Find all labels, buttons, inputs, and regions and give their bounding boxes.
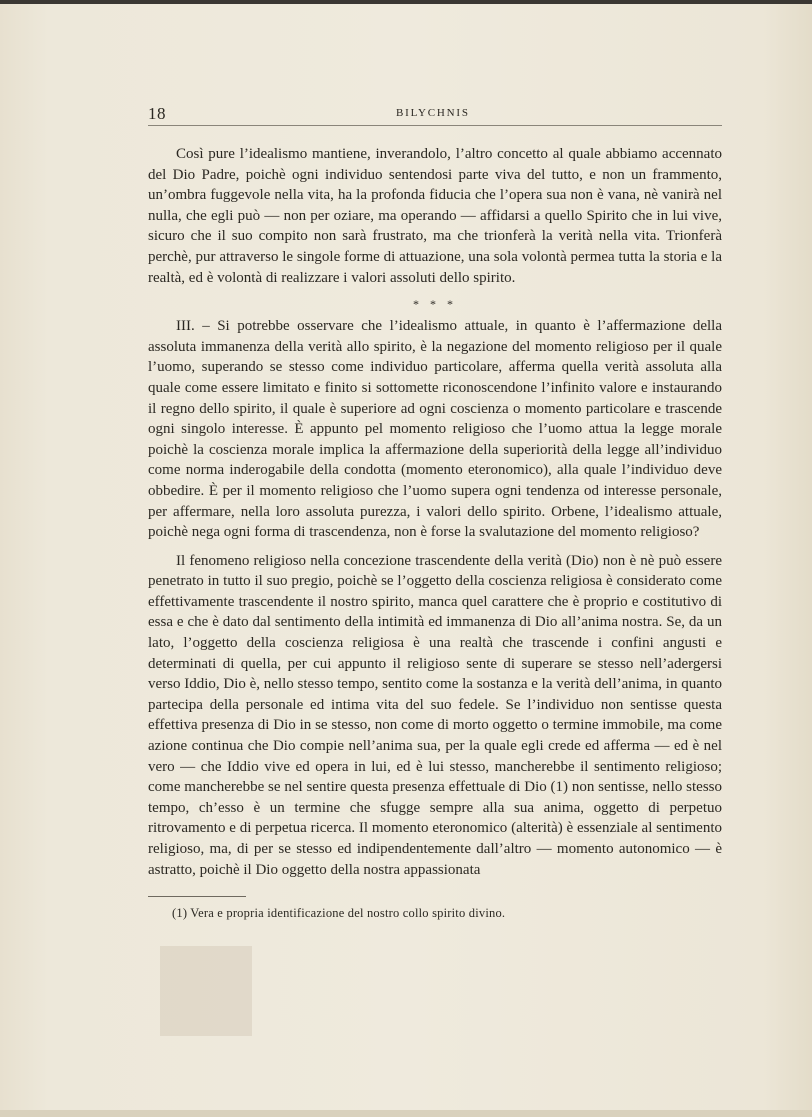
- page-top-edge: [0, 0, 812, 4]
- paragraph: Così pure l’idealismo mantiene, inverandolo, l’altro concetto al quale abbiamo accennato del Dio Padre, poichè ogni individuo sentendosi parte viva del tutto, e non un frammento, un’ombra fuggevole nella vita, ha la profonda fiducia che l’opera sua non è vana, nè vanirà nel nulla, che egli può — non per oziare, ma operando — affidarsi a quello Spirito che in lui vive, sicuro che il suo compito non sarà frustrato, ma che trionferà la verità nella vita. Trionferà perchè, pur attraverso le singole forme di attuazione, una sola volontà permea tutta la storia e la realtà, ed è volontà di realizzare i valori assoluti dello spirito.: [148, 146, 722, 286]
- page-number: 18: [148, 104, 166, 123]
- paragraph: Il fenomeno religioso nella concezione trascendente della verità (Dio) non è nè può essere penetrato in tutto il suo pregio, poichè se l’oggetto della coscienza religiosa è considerato come effettivamente trascendente il nostro spirito, manca quel carattere che è proprio e costitutivo di essa e che è dato dal sentimento della intimità ed immanenza di Dio all’anima nostra. Se, da un lato, l’oggetto della coscienza religiosa è una realtà che trascende i confini angusti e determinati di quella, per cui appunto il religioso sente di superare se stesso nell’adergersi verso Iddio, Dio è, nello stesso tempo, sentito come la sostanza e la verità dell’anima, in quanto partecipa della personale ed intima vita del suo fedele. Se l’individuo non sentisse questa effettiva presenza di Dio in se stesso, non come di morto oggetto o termine immobile, ma come azione continua che Dio compie nell’anima sua, per la quale egli crede ed afferma — ed è nel vero — che Iddio vive ed opera in lui, ed è lui stesso, mancherebbe il sentimento religioso; come mancherebbe se nel sentire questa presenza effettuale di Dio (1) non sentisse, nello stesso tempo, ch’esso è un termine che sfugge sempre alla sua anima, oggetto di perpetuo ritrovamento e di perpetua ricerca. Il momento eteronomico (alterità) è essenziale al sentimento religioso, ma, di per se stesso ed indipendentemente dall’altro — momento autonomico — è astratto, poichè il Dio oggetto della nostra appassionata: [148, 552, 723, 878]
- paragraph: III. – Si potrebbe osservare che l’idealismo attuale, in quanto è l’affermazione della assoluta immanenza della verità allo spirito, è la negazione del momento religioso per il quale l’uomo, superando se stesso come individuo particolare, afferma quella verità assoluta alla quale come essere limitato e finito si sottomette riconoscendone l’infinito valore e instaurando il regno dello spirito, il quale è superiore ad ogni coscienza o momento particolare e trascende ogni singolo interesse. È appunto pel momento religioso che l’uomo attua la legge morale poichè la coscienza morale implica la affermazione della superiorità della legge all’individuo come norma inderogabile della condotta (momento eteronomico), alla quale l’individuo deve obbedire. È per il momento religioso che l’uomo supera ogni tendenza od interesse personale, per affermare, nella loro assoluta purezza, i valori dello spirito. Orbene, l’idealismo attuale, poichè nega ogni forma di trascendenza, non è forse la svalutazione del momento religioso?: [148, 318, 722, 541]
- section-separator: * * *: [413, 297, 457, 312]
- paper-stain: [160, 946, 252, 1036]
- footnote-rule: [148, 896, 246, 897]
- page-header: [148, 104, 722, 126]
- running-head: BILYCHNIS: [396, 107, 470, 119]
- header-rule: [148, 125, 722, 126]
- footnote: (1) Vera e propria identificazione del nostro collo spirito divino.: [172, 906, 506, 920]
- page-bottom-edge: [0, 1110, 812, 1117]
- body-text: [148, 144, 722, 880]
